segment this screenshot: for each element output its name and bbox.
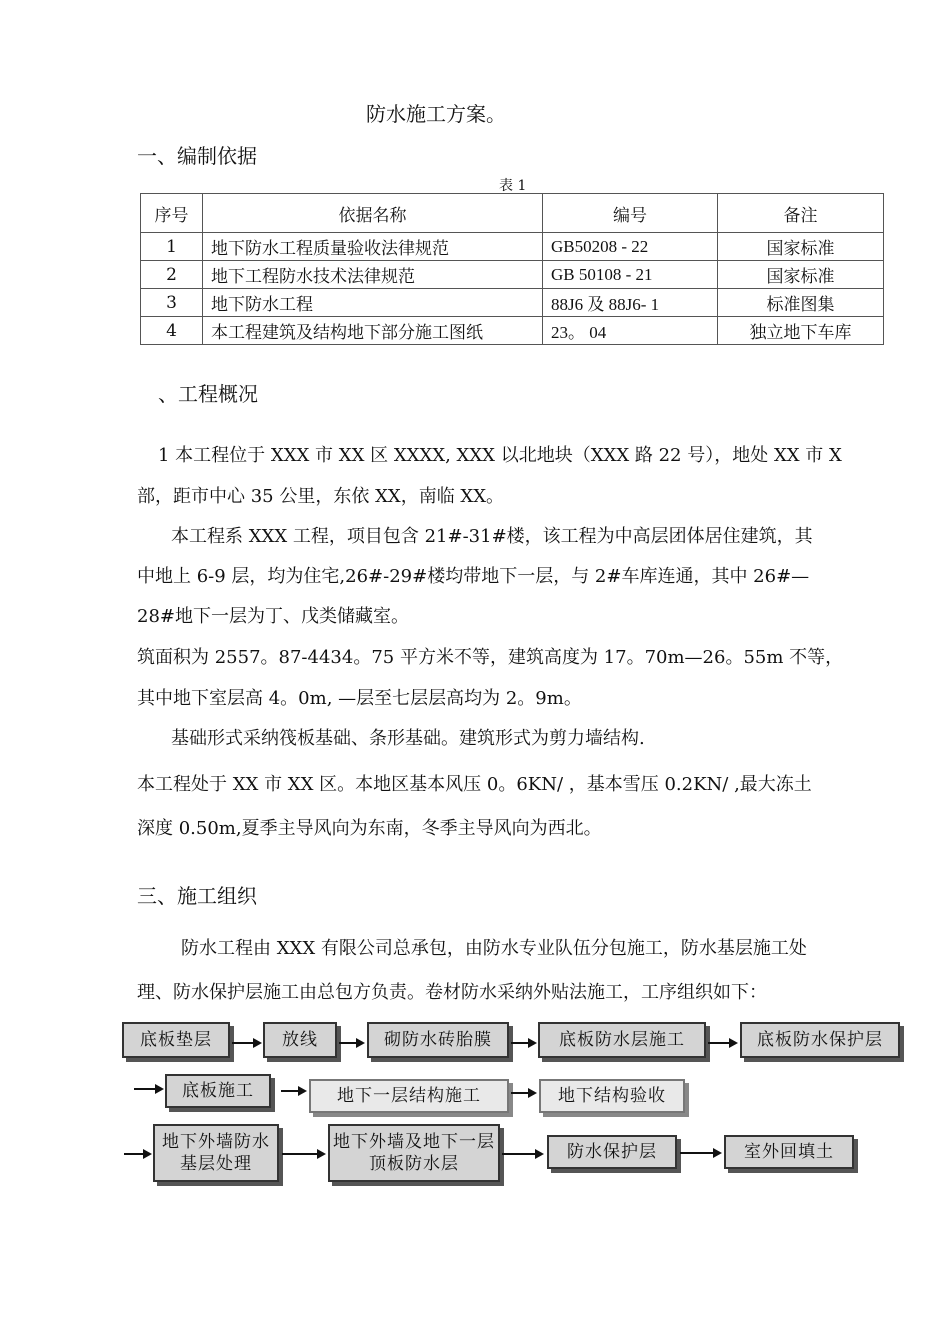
flow-arrow: [511, 1042, 535, 1044]
row-name: 本工程建筑及结构地下部分施工图纸: [203, 317, 543, 345]
row-code: 88J6 及 88J6- 1: [543, 289, 718, 317]
flow-arrow: [134, 1088, 162, 1090]
header-code: 编号: [543, 194, 718, 233]
overview-line: 中地上 6-9 层，均为住宅,26#-29#楼均带地下一层，与 2#车库连通，其中 26#—: [137, 566, 810, 587]
table-row: [141, 289, 884, 317]
flow-step-slab-waterproof: 底板防水层施工: [538, 1022, 706, 1058]
overview-line: 深度 0.50m,夏季主导风向为东南，冬季主导风向为西北。: [137, 818, 602, 839]
row-note: 独立地下车库: [718, 317, 884, 345]
flow-step-backfill: 室外回填土: [724, 1135, 854, 1169]
overview-line: 其中地下室层高 4。0m, —层至七层层高均为 2。9m。: [137, 688, 582, 709]
table-caption: 表 1: [499, 178, 527, 194]
flow-arrow: [339, 1042, 363, 1044]
organization-line: 理、防水保护层施工由总包方负责。卷材防水采纳外贴法施工，工序组织如下：: [137, 982, 767, 1003]
row-code: 23。 04: [543, 317, 718, 345]
table-header-row: [141, 194, 884, 233]
flow-step-wall-base: 地下外墙防水基层处理: [153, 1124, 279, 1182]
flow-arrow: [708, 1042, 736, 1044]
table-row: [141, 317, 884, 345]
flow-arrow: [511, 1092, 535, 1094]
row-note: 标准图集: [718, 289, 884, 317]
row-no: 3: [141, 289, 203, 317]
flow-step-brick-mold: 砌防水砖胎膜: [367, 1022, 509, 1058]
section-heading-basis: 一、编制依据: [137, 144, 257, 168]
table-row: [141, 233, 884, 261]
row-name: 地下工程防水技术法律规范: [203, 261, 543, 289]
flow-arrow: [502, 1153, 542, 1155]
row-name: 地下防水工程: [203, 289, 543, 317]
row-note: 国家标准: [718, 261, 884, 289]
flow-step-slab-protection: 底板防水保护层: [740, 1022, 900, 1058]
row-name: 地下防水工程质量验收法律规范: [203, 233, 543, 261]
row-note: 国家标准: [718, 233, 884, 261]
overview-line: 部，距市中心 35 公里，东依 XX，南临 XX。: [137, 486, 505, 507]
flow-step-wall-roof-waterproof: 地下外墙及地下一层顶板防水层: [328, 1124, 500, 1182]
flow-arrow: [281, 1090, 305, 1092]
row-no: 2: [141, 261, 203, 289]
flow-step-acceptance: 地下结构验收: [539, 1079, 685, 1113]
flow-arrow: [232, 1042, 260, 1044]
section-heading-organization: 三、施工组织: [137, 884, 257, 908]
flow-arrow: [680, 1152, 720, 1154]
row-code: GB50208 - 22: [543, 233, 718, 261]
flow-arrow: [282, 1153, 324, 1155]
flow-step-layout: 放线: [263, 1022, 337, 1058]
section-heading-overview: 、工程概况: [158, 382, 258, 406]
overview-line: 基础形式采纳筏板基础、条形基础。建筑形式为剪力墙结构.: [171, 728, 645, 749]
header-note: 备注: [718, 194, 884, 233]
overview-line: 筑面积为 2557。87-4434。75 平方米不等，建筑高度为 17。70m—26。55m 不等，: [137, 647, 844, 668]
row-code: GB 50108 - 21: [543, 261, 718, 289]
flow-step-basement-structure: 地下一层结构施工: [309, 1079, 509, 1113]
header-name: 依据名称: [203, 194, 543, 233]
row-no: 4: [141, 317, 203, 345]
overview-line: 28#地下一层为丁、戊类储藏室。: [137, 606, 409, 627]
row-no: 1: [141, 233, 203, 261]
table-row: [141, 261, 884, 289]
organization-line: 防水工程由 XXX 有限公司总承包，由防水专业队伍分包施工，防水基层施工处: [181, 938, 807, 959]
header-no: 序号: [141, 194, 203, 233]
flow-step-protection-layer: 防水保护层: [547, 1135, 677, 1169]
overview-line: 1 本工程位于 XXX 市 XX 区 XXXX, XXX 以北地块（XXX 路 22 号），地处 XX 市 X: [158, 445, 842, 466]
document-title: 防水施工方案。: [366, 102, 506, 126]
flow-step-slab-construction: 底板施工: [165, 1074, 271, 1108]
basis-table: [140, 193, 884, 345]
flow-arrow: [124, 1153, 150, 1155]
overview-line: 本工程系 XXX 工程，项目包含 21#-31#楼，该工程为中高层团体居住建筑，其: [171, 526, 813, 547]
flow-step-base-cushion: 底板垫层: [122, 1022, 230, 1058]
overview-line: 本工程处于 XX 市 XX 区。本地区基本风压 0。6KN/ ，基本雪压 0.2KN/ ,最大冻土: [137, 774, 812, 795]
